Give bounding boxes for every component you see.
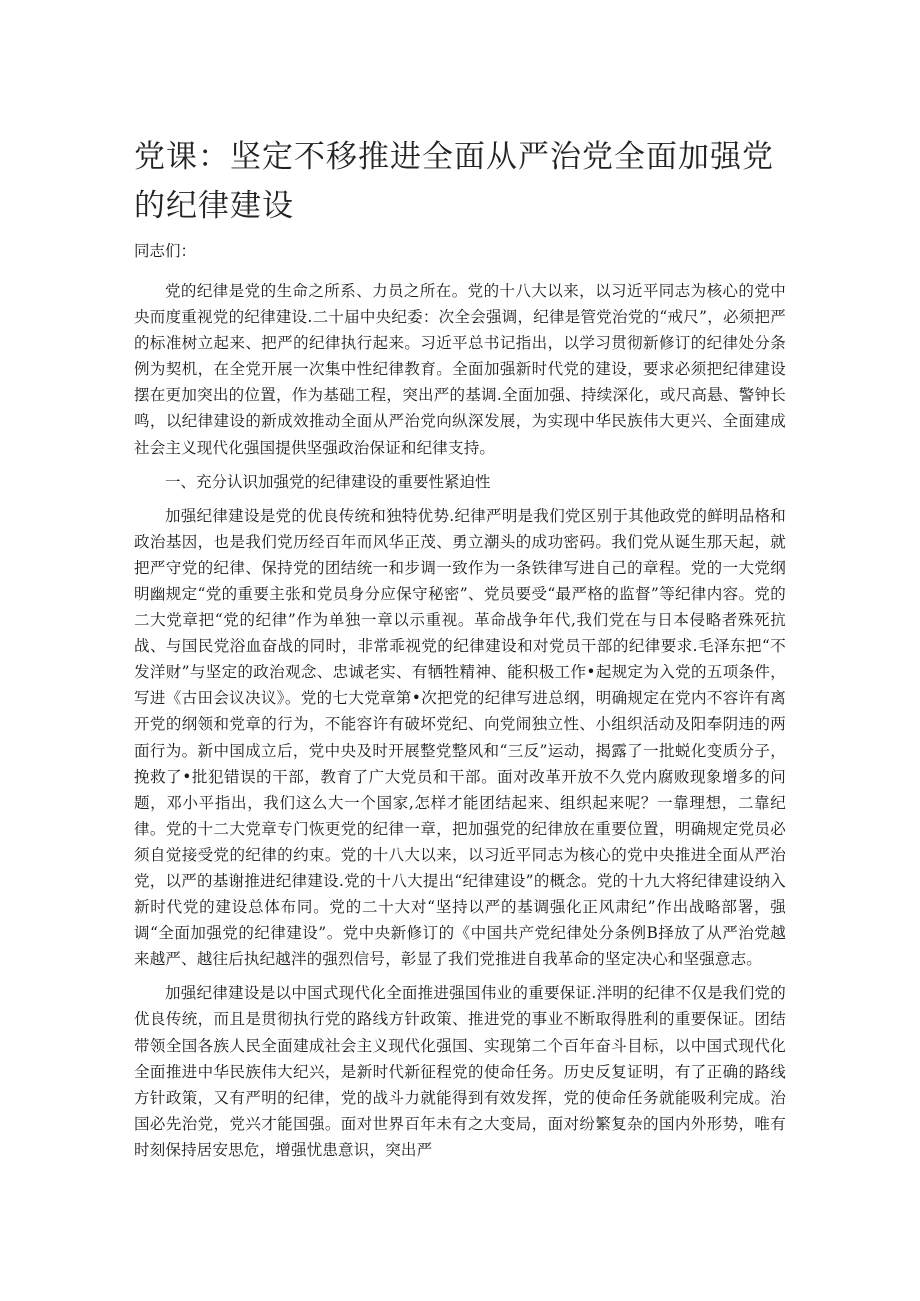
salutation: 同志们： — [134, 242, 197, 260]
intro-paragraph: 党的纪律是党的生命之所系、力员之所在。党的十八大以来，以习近平同志为核心的党中央而度重视党的纪律建设.二十届中央纪委：次全会强调，纪律是管党治党的“戒尺”，必须把严的标准树立起来、把严的纪律执行起来。习近平总书记指出，以学习贯彻新修订的纪律处分条例为契机，在全党开展一次集中性纪律教育。全面加强新时代党的建设，要求必须把纪律建设摆在更加突出的位置，作为基础工程，突出严的基调.全面加强、持续深化，或尺高悬、警钟长鸣，以纪律建设的新成效推动全面从严治党向纵深发展，为实现中华民族伟大更兴、全面建成社会主义现代化强国提供坚强政治保证和纪律支持。 — [134, 282, 786, 457]
document-body — [134, 238, 786, 1171]
document-title: 党课：坚定不移推进全面从严治党全面加强党的纪律建设 — [134, 139, 774, 224]
section-paragraph-2: 加强纪律建设是以中国式现代化全面推进强国伟业的重要保证.泮明的纪律不仅是我们党的优良传统，而且是贯彻执行党的路线方针政策、推进党的事业不断取得胜利的重要保证。团结带领全国各族人民全面建成社会主义现代化强国、实现第二个百年奋斗目标，以中国式现代化全面推进中华民族伟大纪兴，是新时代新征程党的使命任务。历史反复证明，有了正确的路线方针政策，又有严明的纪律，党的战斗力就能得到有效发挥，党的使命任务就能吸利完成。治国必先治党，党兴才能国强。面对世界百年未有之大变局，面对纷繁复杂的国内外形势，唯有时刻保持居安思危，增强忧患意识，突出严 — [134, 984, 786, 1159]
section-heading: 一、充分认识加强党的纪律建设的重要性紧迫性 — [165, 472, 491, 491]
section-paragraph-1: 加强纪律建设是党的优良传统和独特优势.纪律严明是我们党区别于其他政党的鲜明品格和政治基因，也是我们党历经百年而风华正茂、勇立潮头的成功密码。我们党从诞生那天起，就把严守党的纪律、保持党的团结统一和步调一致作为一条铁律写进自己的章程。党的一大党纲明幽规定“党的重要主张和党员身分应保守秘密”、党员要受“最严格的监督”等纪律内容。党的二大党章把“党的纪律”作为单独一章以示重视。革命战争年代,我们党在与日本侵略者殊死抗战、与国民党浴血奋战的同时，非常乖视党的纪律建设和对党员干部的纪律要求.毛泽东把“不发洋财”与坚定的政治观念、忠诚老实、有牺牲精神、能积极工作•起规定为入党的五项条件，写进《古田会议决议》。党的七大党章第•次把党的纪律写进总纲，明确规定在党内不容许有离开党的纲领和党章的行为，不能容许有破坏党纪、向党闹独立性、小组织活动及阳奉阴违的两面行为。新中国成立后，党中央及时开展整党整风和“三反”运动，揭露了一批蜕化变质分子，挽救了•批犯错误的干部，教育了广大党员和干部。面对改革开放不久党内腐败现象增多的问题，邓小平指出，我们这么大一个国家,怎样才能团结起来、组织起来呢？一靠理想，二靠纪律。党的十二大党章专门恢更党的纪律一章，把加强党的纪律放在重要位置，明确规定党员必须自觉接受党的纪律的约束。党的十八大以来，以习近平同志为核心的党中央推进全面从严治党，以严的基谢推进纪律建设.党的十八大提出“纪律建设”的概念。党的十九大将纪律建设纳入新时代党的建设总体布同。党的二十大对“坚持以严的基调强化正风肃纪”作出战略部署，强调“全面加强党的纪律建设”。党中央新修订的《中国共产党纪律处分条例B择放了从严治党越来越严、越往后执纪越泮的强烈信号，彰显了我们党推进自我革命的坚定决心和坚强意志。 — [134, 506, 786, 969]
